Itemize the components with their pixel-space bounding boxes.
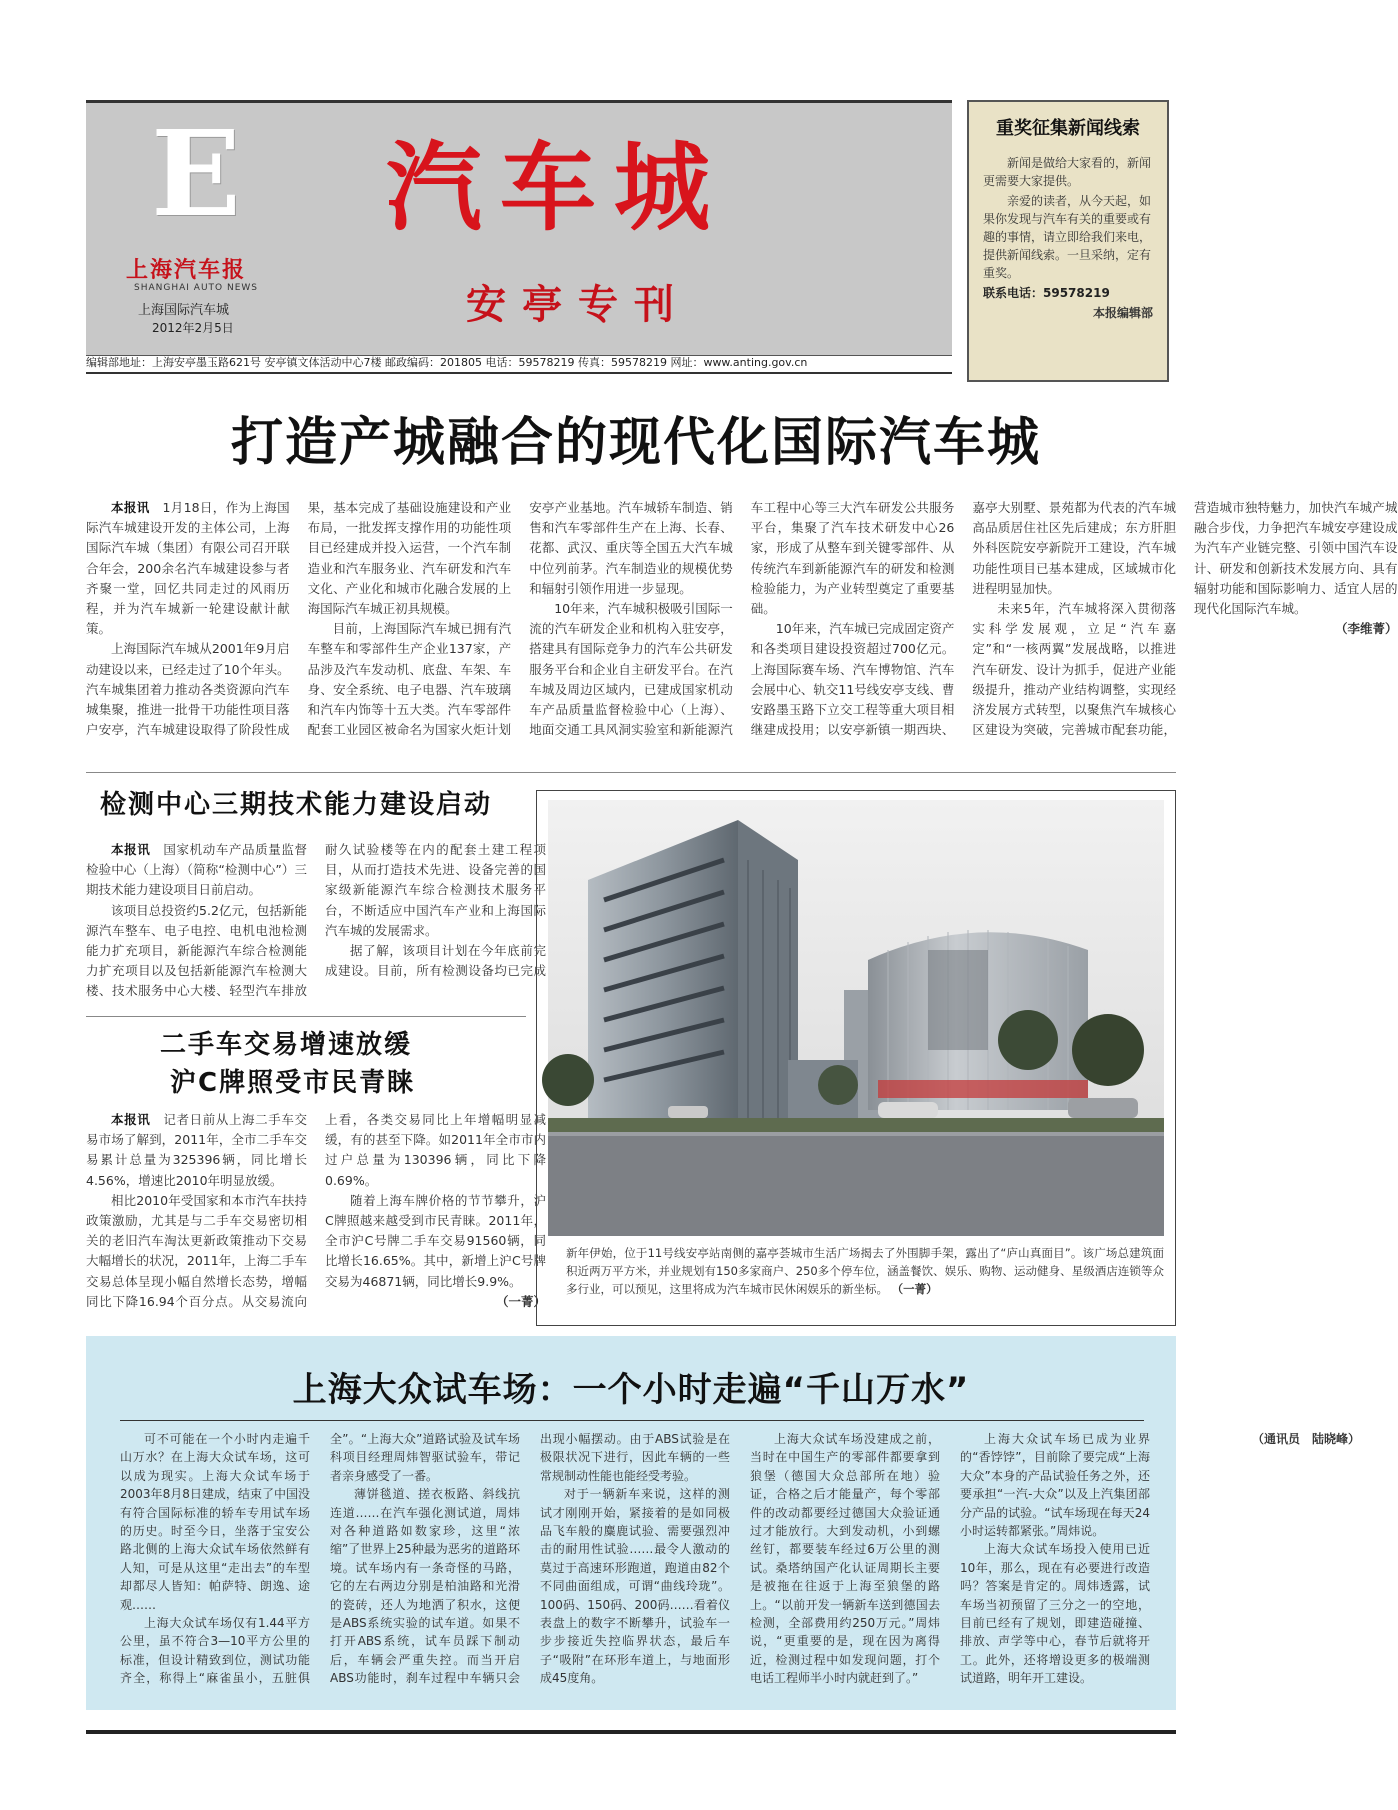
article-test-center (86, 840, 546, 1010)
newspaper-logo-english: SHANGHAI AUTO NEWS (134, 283, 259, 293)
section-letter: E (151, 104, 241, 243)
footer-rule (86, 1730, 1176, 1734)
paragraph: 对于一辆新车来说，这样的测试才刚刚开始，紧接着的是如同极品飞车般的麋鹿试验、需要强烈冲击的耐用性试验……最令人激动的莫过于高速环形跑道，跑道由82个不同曲面组成，可谓“曲线玲珑”。100码、150码、200码……看着仪表盘上的数字不断攀升，试验车一步步接近失控临界状态，最后车子“吸附”在环形车道上，与地面形成45度角。 (540, 1487, 730, 1686)
paragraph: 10年来，汽车城已完成固定资产和各类项目建设投资超过700亿元。上海国际赛车场、汽车博物馆、汽车会展中心、轨交11号线安亭支线、曹安路墨玉路下立交工程等重大项目相继建成投用；以安亭新镇一期西块、嘉亭大别墅、景苑都为代表的汽车城高品质居住社区先后建成；东方肝胆外科医院安亭新院开工建设，汽车城功能性项目已基本建成，区域城市化进程明显加快。 (750, 500, 1176, 738)
news-tips-title: 重奖征集新闻线索 (996, 118, 1140, 139)
newspaper-logo: 上海汽车报 (126, 257, 247, 283)
paragraph: 1月18日，作为上海国际汽车城建设开发的主体公司，上海国际汽车城（集团）有限公司召开联合年会，200余名汽车城建设参与者齐聚一堂，回忆共同走过的风雨历程，并为汽车城新一轮建设献计献策。 (86, 500, 290, 637)
article-lead: 本报讯 (111, 842, 151, 857)
contact-info: 编辑部地址：上海安亭墨玉路621号 安亭镇文体活动中心7楼 邮政编码：201805 电话：59578219 传真：59578219 网址：www.anting.gov.cn (86, 354, 952, 374)
paragraph: 目前，上海国际汽车城已拥有汽车整车和零部件生产企业137家，产品涉及汽车发动机、底盘、车架、车身、安全系统、电子电器、汽车玻璃和汽车内饰等十五大类。汽车零部件配套工业园区被命名为国家火炬计划安亭产业基地。汽车城轿车制造、销售和汽车零部件生产在上海、长春、花都、武汉、重庆等全国五大汽车城中位列前茅。汽车制造业的规模优势和辐射引领作用进一步显现。 (307, 500, 733, 738)
page-title: 汽车城 (386, 131, 728, 244)
paragraph: 据了解，该项目计划在今年底前完成建设。目前，所有检测设备均已完成 (325, 943, 546, 979)
article-title: 沪C牌照受市民青睐 (170, 1068, 416, 1098)
section-divider (86, 772, 1176, 773)
article-auto-city (86, 498, 1398, 760)
news-tips-text: 亲爱的读者，从今天起，如果你发现与汽车有关的重要或有趣的事情，请立即给我们来电，提供新闻线索。一旦采纳，定有重奖。 (983, 194, 1152, 280)
article-lead: 本报讯 (111, 1112, 151, 1127)
paragraph: 上海大众试车场已成为业界的“香饽饽”，目前除了要完成“上海大众”本身的产品试验任务之外，还要承担“一汽-大众”以及上汽集团部分产品的试验。“试车场现在每天24小时运转都紧张。”周炜说。 (960, 1432, 1150, 1539)
news-tips-box (967, 100, 1169, 382)
main-headline: 打造产城融合的现代化国际汽车城 (230, 413, 1041, 473)
paragraph: 国家机动车产品质量监督检验中心（上海）（简称“检测中心”）三期技术能力建设项目日前启动。 (86, 842, 307, 898)
byline: （李维菁） (1335, 621, 1398, 637)
masthead (86, 100, 952, 356)
building-photo (548, 800, 1164, 1236)
paragraph: 上海大众试车场仅有1.44平方公里，虽不符合3—10平方公里的标准，但设计精致到位，测试功能齐全，称得上“麻雀虽小，五脏俱全”。“上海大众”道路试验及试车场科项目经理周炜智驱试验车，带记者亲身感受了一番。 (120, 1432, 520, 1686)
article-title: 二手车交易增速放缓 (160, 1030, 413, 1060)
feature-title: 上海大众试车场：一个小时走遍“千山万水” (292, 1370, 970, 1410)
paragraph: 可不可能在一个小时内走遍千山万水？在上海大众试车场，这可以成为现实。上海大众试车场于2003年8月8日建成，结束了中国没有符合国际标准的轿车专用试车场的历史。时至今日，坐落于宝安公路北侧的上海大众试车场依然鲜有人知，可是从这里“走出去”的车型却都尽人皆知：帕萨特、朗逸、途观…… (120, 1432, 310, 1612)
paragraph: 薄饼毯道、搓衣板路、斜线抗连道……在汽车强化测试道，周炜对各种道路如数家珍，这里“浓缩”了世界上25种最为恶劣的道路环境。试车场内有一条奇怪的马路，它的左右两边分别是柏油路和光滑的瓷砖，还人为地洒了积水，这便是ABS系统实验的试车道。如果不打开ABS系统，试车员踩下制动后，车辆会严重失控。而当开启ABS功能时，刹车过程中车辆只会出现小幅摆动。由于ABS试验是在极限状况下进行，因此车辆的一些常规制动性能也能经受考验。 (330, 1432, 730, 1686)
article-used-cars (86, 1110, 546, 1316)
paragraph: 记者日前从上海二手车交易市场了解到，2011年，全市二手车交易累计总量为325396辆，同比增长4.56%，增速比2010年明显放缓。 (86, 1112, 307, 1188)
news-tips-text: 新闻是做给大家看的，新闻更需要大家提供。 (983, 156, 1152, 188)
article-test-track (120, 1430, 1360, 1700)
edition-name: 上海国际汽车城 (138, 303, 230, 318)
paragraph: 10年来，汽车城积极吸引国际一流的汽车研发企业和机构入驻安亭，搭建具有国际竞争力的汽车公共研发服务平台和企业自主研发平台。在汽车城及周边区域内，已建成国家机动车产品质量监督检验中心（上海）、地面交通工具风洞实验室和新能源汽车工程中心等三大汽车研发公共服务平台，集聚了汽车技术研发中心26家，形成了从整车到关键零部件、从传统汽车到新能源汽车的研发和检测检验能力，为产业转型奠定了重要基础。 (529, 500, 955, 738)
article-title: 检测中心三期技术能力建设启动 (100, 790, 493, 820)
byline: （一菁） (891, 1282, 938, 1296)
page-subtitle: 安亭专刊 (466, 281, 690, 328)
paragraph: 随着上海车牌价格的节节攀升，沪C牌照越来越受到市民青睐。2011年，全市沪C号牌二手车交易91560辆，同比增长16.65%。其中，新增上沪C号牌交易为46871辆，同比增长9.9%。 (325, 1192, 546, 1289)
photo-caption (566, 1244, 1164, 1298)
byline: （一菁） (495, 1293, 546, 1309)
caption-text: 新年伊始，位于11号线安亭站南侧的嘉亭荟城市生活广场揭去了外围脚手架，露出了“庐山真面目”。该广场总建筑面积近两万平方米，并业规划有150多家商户、250多个停车位，涵盖餐饮、娱乐、购物、运动健身、星级酒店连锁等众多行业，可以预见，这里将成为汽车城市民休闲娱乐的新坐标。 (566, 1246, 1164, 1296)
byline: （通讯员 陆晓峰） (1251, 1432, 1360, 1446)
section-divider (86, 1016, 526, 1017)
paragraph: 该项目总投资约5.2亿元，包括新能源汽车整车、电子电控、电机电池检测能力扩充项目，新能源汽车综合检测能力扩充项目以及包括新能源汽车检测大楼、技术服务中心大楼、轻型汽车排放耐久试验楼等在内的配套土建工程项目，从而打造技术先进、设备完善的国家级新能源汽车综合检测技术服务平台，不断适应中国汽车产业和上海国际汽车城的发展需求。 (86, 842, 546, 999)
news-tips-phone: 联系电话：59578219 (983, 286, 1110, 300)
article-lead: 本报讯 (111, 500, 150, 515)
paragraph: 上海国际汽车城从2001年9月启动建设以来，已经走过了10个年头。汽车城集团着力推动各类资源向汽车城集聚，推进一批骨干功能性项目落户安亭，汽车城建设取得了阶段性成果，基本完成了基础设施建设和产业布局，一批发挥支撑作用的功能性项目已经建成并投入运营，一个汽车制造业和汽车服务业、汽车研发和汽车文化、产业化和城市化融合发展的上海国际汽车城正初具规模。 (86, 500, 512, 738)
issue-date: 2012年2月5日 (152, 321, 234, 335)
paragraph: 上海大众试车场没建成之前，当时在中国生产的零部件都要拿到狼堡（德国大众总部所在地）验证，合格之后才能量产，每个零部件的改动都要经过德国大众验证通过才能放行。大到发动机，小到螺丝钉，都要装车经过6万公里的测试。桑塔纳国产化认证周期长主要是被拖在往返于上海至狼堡的路上。“以前开发一辆新车送到德国去检测，全部费用约250万元。”周炜说，“更重要的是，现在因为离得近，检测过程中如发现问题，打个电话工程师半小时内就赶到了。” (750, 1432, 940, 1686)
paragraph: 相比2010年受国家和本市汽车扶持政策激励，尤其是与二手车交易密切相关的老旧汽车淘汰更新政策推动下交易大幅增长的状况，2011年，上海二手车交易总体呈现小幅自然增长态势，增幅同比下降16.94个百分点。从交易流向上看，各类交易同比上年增幅明显减缓，有的甚至下降。如2011年全市市内过户总量为130396辆，同比下降0.69%。 (86, 1112, 546, 1309)
feature-title-rule (120, 1420, 1144, 1421)
paragraph: 上海大众试车场投入使用已近10年，那么，现在有必要进行改造吗？答案是肯定的。周炜透露，试车场当初预留了三分之一的空地，目前已经有了规划，即建造碰撞、排放、声学等中心，春节后就将开工。此外，还将增设更多的极端测试道路，明年开工建设。 (960, 1542, 1150, 1686)
news-tips-signature: 本报编辑部 (1092, 306, 1153, 320)
paragraph: 未来5年，汽车城将深入贯彻落实科学发展观，立足“汽车嘉定”和“一核两翼”发展战略，以推进汽车研发、设计为抓手，促进产业能级提升，推动产业结构调整，实现经济发展方式转型，以聚焦汽车城核心区建设为突破，完善城市配套功能，营造城市独特魅力，加快汽车城产城融合步伐，力争把汽车城安亭建设成为汽车产业链完整、引领中国汽车设计、研发和创新技术发展方向、具有辐射功能和国际影响力、适宜人居的现代化国际汽车城。 (972, 500, 1398, 738)
